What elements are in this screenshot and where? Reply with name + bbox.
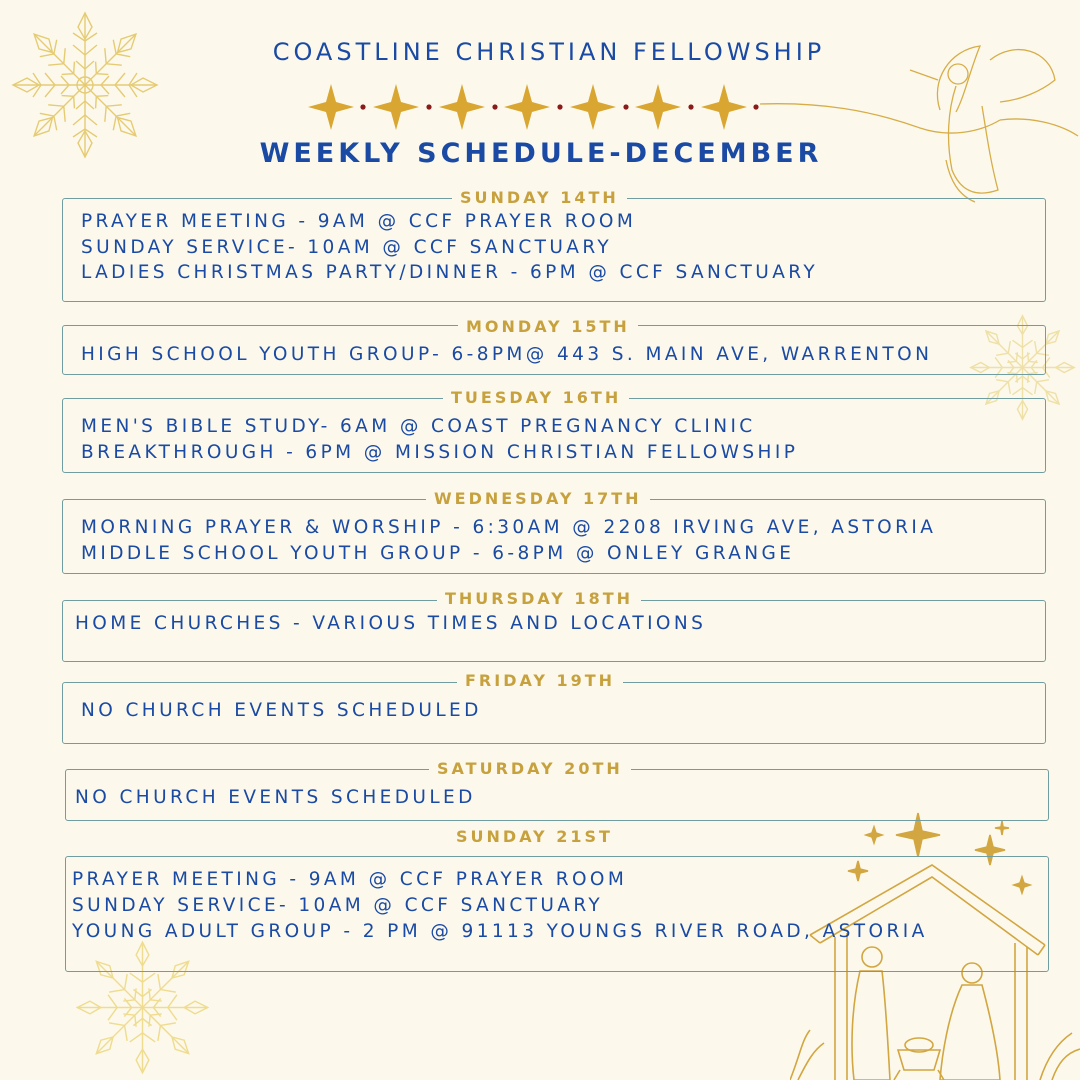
event-item: PRAYER MEETING - 9AM @ CCF PRAYER ROOM bbox=[81, 211, 637, 232]
star-icon bbox=[635, 84, 681, 130]
star-icon bbox=[308, 84, 354, 130]
event-item: HOME CHURCHES - VARIOUS TIMES AND LOCATIONS bbox=[75, 613, 707, 634]
day-label: SUNDAY 14TH bbox=[452, 188, 627, 208]
day-label: SUNDAY 21ST bbox=[448, 827, 621, 847]
event-item: BREAKTHROUGH - 6PM @ MISSION CHRISTIAN FELLOWSHIP bbox=[81, 442, 799, 463]
star-divider bbox=[300, 80, 770, 134]
event-item: HIGH SCHOOL YOUTH GROUP- 6-8PM@ 443 S. MAIN AVE, WARRENTON bbox=[81, 344, 933, 365]
day-label: THURSDAY 18TH bbox=[437, 589, 641, 609]
event-item: MIDDLE SCHOOL YOUTH GROUP - 6-8PM @ ONLEY GRANGE bbox=[81, 543, 795, 564]
event-item: PRAYER MEETING - 9AM @ CCF PRAYER ROOM bbox=[72, 869, 628, 890]
star-icon bbox=[570, 84, 616, 130]
event-item: LADIES CHRISTMAS PARTY/DINNER - 6PM @ CCF SANCTUARY bbox=[81, 262, 819, 283]
event-item: SUNDAY SERVICE- 10AM @ CCF SANCTUARY bbox=[72, 895, 604, 916]
event-item: NO CHURCH EVENTS SCHEDULED bbox=[75, 787, 476, 808]
star-icon bbox=[373, 84, 419, 130]
day-label: SATURDAY 20TH bbox=[429, 759, 631, 779]
event-item: MEN'S BIBLE STUDY- 6AM @ COAST PREGNANCY CLINIC bbox=[81, 416, 756, 437]
day-label: WEDNESDAY 17TH bbox=[426, 489, 650, 509]
org-title: COASTLINE CHRISTIAN FELLOWSHIP bbox=[272, 38, 826, 66]
event-item: MORNING PRAYER & WORSHIP - 6:30AM @ 2208 IRVING AVE, ASTORIA bbox=[81, 517, 937, 538]
event-item: SUNDAY SERVICE- 10AM @ CCF SANCTUARY bbox=[81, 237, 613, 258]
event-item: YOUNG ADULT GROUP - 2 PM @ 91113 YOUNGS RIVER ROAD, ASTORIA bbox=[72, 921, 928, 942]
day-label: TUESDAY 16TH bbox=[443, 388, 629, 408]
star-icon bbox=[439, 84, 485, 130]
schedule-title: WEEKLY SCHEDULE-DECEMBER bbox=[259, 138, 823, 169]
event-item: NO CHURCH EVENTS SCHEDULED bbox=[81, 700, 482, 721]
star-icon bbox=[701, 84, 747, 130]
day-label: FRIDAY 19TH bbox=[457, 671, 623, 691]
day-label: MONDAY 15TH bbox=[458, 317, 638, 337]
star-icon bbox=[504, 84, 550, 130]
